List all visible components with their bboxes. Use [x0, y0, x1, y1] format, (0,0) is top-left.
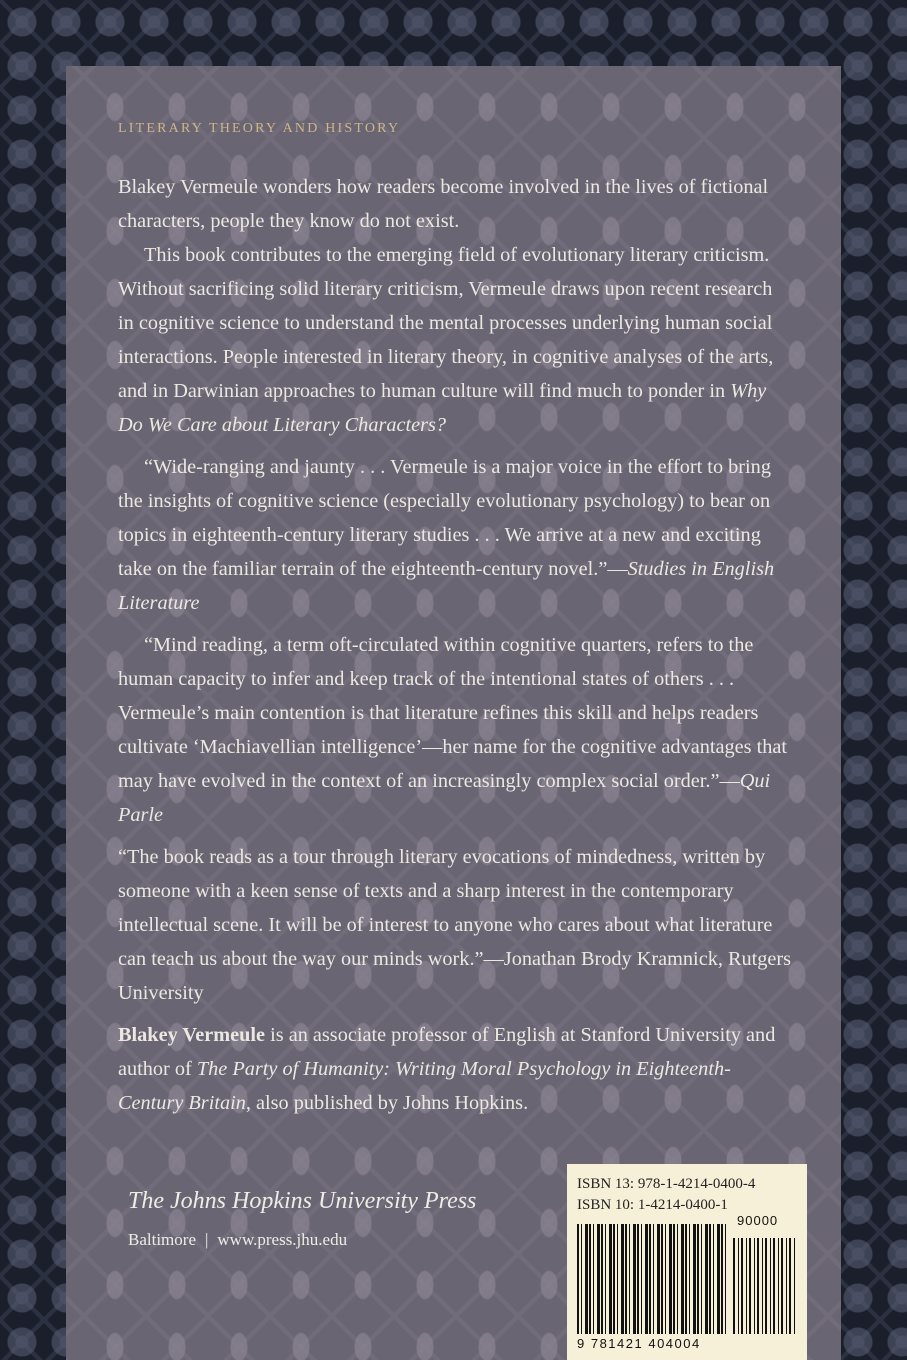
author-name: Blakey Vermeule — [118, 1024, 266, 1046]
series-label: LITERARY THEORY AND HISTORY — [118, 121, 401, 136]
previous-book-title: The Party of Humanity: Writing Moral Psychology in Eighteenth-Century Britain — [118, 1058, 731, 1114]
review-quote: “The book reads as a tour through literary evocations of mindedness, written by someone with a keen sense of texts and a sharp interest in the contemporary intellectual scene. It will be of interest to anyone who cares about what literature can teach us about the way our minds work.”—Jonathan Brody Kramnick, Rutgers University — [118, 846, 792, 1004]
isbn-10: ISBN 10: 1-4214-0400-1 — [577, 1197, 728, 1213]
publisher-location — [128, 1230, 347, 1250]
author-bio — [118, 1018, 793, 1120]
review-quote: “Wide-ranging and jaunty . . . Vermeule is a major voice in the effort to bring the insights of cognitive science (especially evolutionary psychology) to bear on topics in eighteenth-century literary studies . . . We arrive at a new and exciting take on the familiar terrain of the eighteenth-century novel.”— — [118, 456, 771, 580]
description-paragraph-2 — [118, 238, 793, 442]
review-1 — [118, 450, 793, 620]
addon-barcode — [733, 1238, 795, 1334]
description-paragraph-1: Blakey Vermeule wonders how readers become involved in the lives of fictional characters, people they know do not exist. — [118, 176, 769, 232]
review-2 — [118, 628, 793, 832]
bio-text: is an associate professor of English at Stanford University and author of — [118, 1024, 776, 1080]
separator: | — [204, 1230, 209, 1249]
review-quote: “Mind reading, a term oft-circulated within cognitive quarters, refers to the human capacity to infer and keep track of the intentional states of others . . . Vermeule’s main contention is that literature refines this skill and helps readers cultivate ‘Machiavellian intelligence’—her name for the cognitive advantages that may have evolved in the context of an increasingly complex social order.”— — [118, 634, 788, 792]
publisher-name: The Johns Hopkins University Press — [128, 1188, 477, 1214]
barcode-box — [567, 1164, 807, 1360]
isbn-13: ISBN 13: 978-1-4214-0400-4 — [577, 1176, 756, 1192]
book-title: Why Do We Care about Literary Characters? — [118, 380, 767, 436]
bio-text-end: , also published by Johns Hopkins. — [245, 1092, 529, 1114]
cover-text — [118, 170, 793, 1120]
review-source: Qui Parle — [118, 770, 771, 826]
publisher-url[interactable]: www.press.jhu.edu — [217, 1230, 348, 1249]
review-source: Studies in English Literature — [118, 558, 775, 614]
ean-barcode — [577, 1224, 727, 1334]
price-code: 90000 — [737, 1213, 779, 1228]
review-3 — [118, 840, 793, 1010]
publisher-city: Baltimore — [128, 1230, 196, 1249]
ean-number: 9 781421 404004 — [577, 1336, 701, 1351]
description-text: This book contributes to the emerging field of evolutionary literary criticism. Without sacrificing solid literary criticism, Vermeule draws upon recent research in cognitive science to understand the mental processes underlying human social interactions. People interested in literary theory, in cognitive analyses of the arts, and in Darwinian approaches to human culture will find much to ponder in — [118, 244, 774, 402]
